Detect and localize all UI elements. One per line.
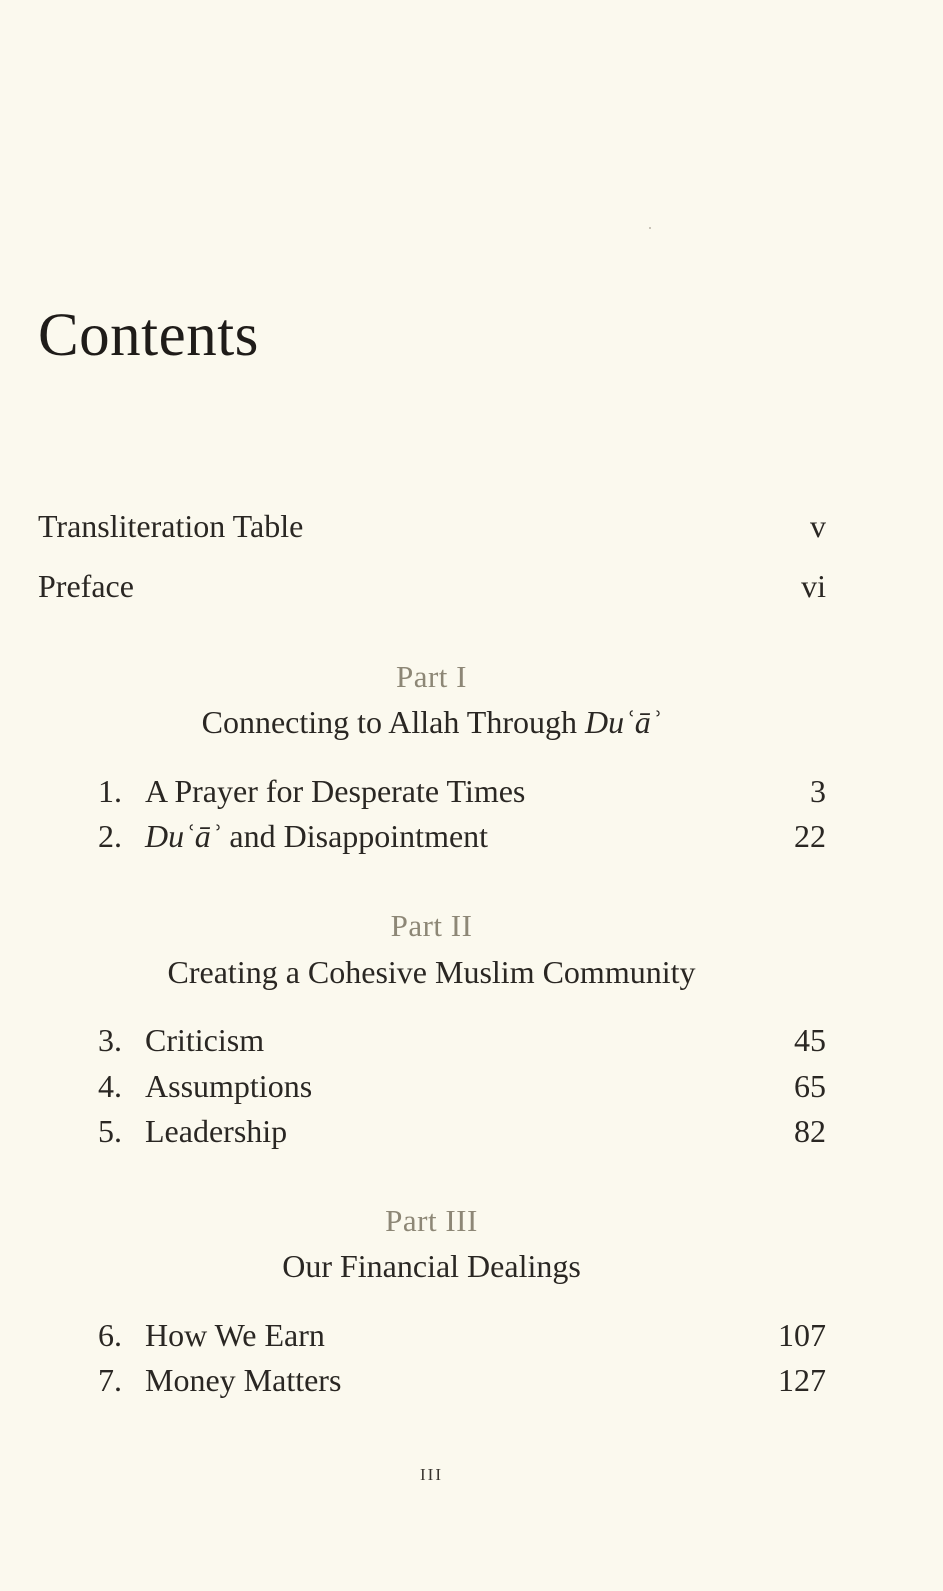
part-title xyxy=(0,1246,863,1286)
chapter-page: 3 xyxy=(810,773,826,809)
part-title-text: Our Financial Dealings xyxy=(282,1248,581,1284)
chapter-title xyxy=(145,1020,264,1060)
chapter-title-text: Leadership xyxy=(145,1113,288,1149)
toc-entry-page: vi xyxy=(801,568,826,604)
chapter-title xyxy=(145,771,525,811)
part-label: Part III xyxy=(385,1203,478,1238)
chapter-title-text: Money Matters xyxy=(145,1362,342,1398)
toc-entry-label: Preface xyxy=(38,568,134,604)
page-number: III xyxy=(420,1465,443,1484)
toc-chapter xyxy=(98,1315,826,1355)
toc-chapter xyxy=(98,1020,826,1060)
chapter-page: 45 xyxy=(794,1022,826,1058)
part-title xyxy=(0,702,863,742)
chapter-title-text: How We Earn xyxy=(145,1317,325,1353)
chapter-title-text: and Disappointment xyxy=(221,818,489,854)
toc-entry-label: Transliteration Table xyxy=(38,508,304,544)
chapter-title xyxy=(145,1111,287,1151)
chapter-page: 82 xyxy=(794,1113,826,1149)
chapter-title xyxy=(145,816,488,856)
chapter-number: 6. xyxy=(98,1317,122,1353)
part-label: Part I xyxy=(395,659,467,694)
chapter-page: 65 xyxy=(794,1068,826,1104)
paper-speck xyxy=(649,227,651,229)
toc-chapter xyxy=(98,1111,826,1151)
chapter-title xyxy=(145,1315,325,1355)
chapter-number: 1. xyxy=(98,773,122,809)
toc-entry-page: v xyxy=(810,508,826,544)
chapter-number: 4. xyxy=(98,1068,122,1104)
chapter-title xyxy=(145,1360,341,1400)
chapter-number: 3. xyxy=(98,1022,122,1058)
toc-entry-preface xyxy=(38,566,826,606)
toc-chapter xyxy=(98,771,826,811)
toc-entry-transliteration xyxy=(38,506,826,546)
chapter-title-text: Assumptions xyxy=(145,1068,313,1104)
chapter-number: 7. xyxy=(98,1362,122,1398)
chapter-number: 5. xyxy=(98,1113,122,1149)
toc-chapter xyxy=(98,1066,826,1106)
toc-chapter xyxy=(98,816,826,856)
chapter-title xyxy=(145,1066,312,1106)
chapter-title-italic: Duʿāʾ xyxy=(145,818,222,854)
chapter-page: 107 xyxy=(778,1317,826,1353)
chapter-number: 2. xyxy=(98,818,122,854)
part-title-text: Creating a Cohesive Muslim Community xyxy=(167,954,696,990)
part-label: Part II xyxy=(390,908,473,943)
toc-chapter xyxy=(98,1360,826,1400)
part-title-italic: Duʿāʾ xyxy=(584,704,662,740)
chapter-page: 127 xyxy=(778,1362,826,1398)
chapter-page: 22 xyxy=(794,818,826,854)
chapter-title-text: Criticism xyxy=(145,1022,265,1058)
part-title-text: Connecting to Allah Through xyxy=(201,704,585,740)
chapter-title-text: A Prayer for Desperate Times xyxy=(145,773,526,809)
page-title: Contents xyxy=(38,302,259,369)
part-title xyxy=(0,952,863,992)
